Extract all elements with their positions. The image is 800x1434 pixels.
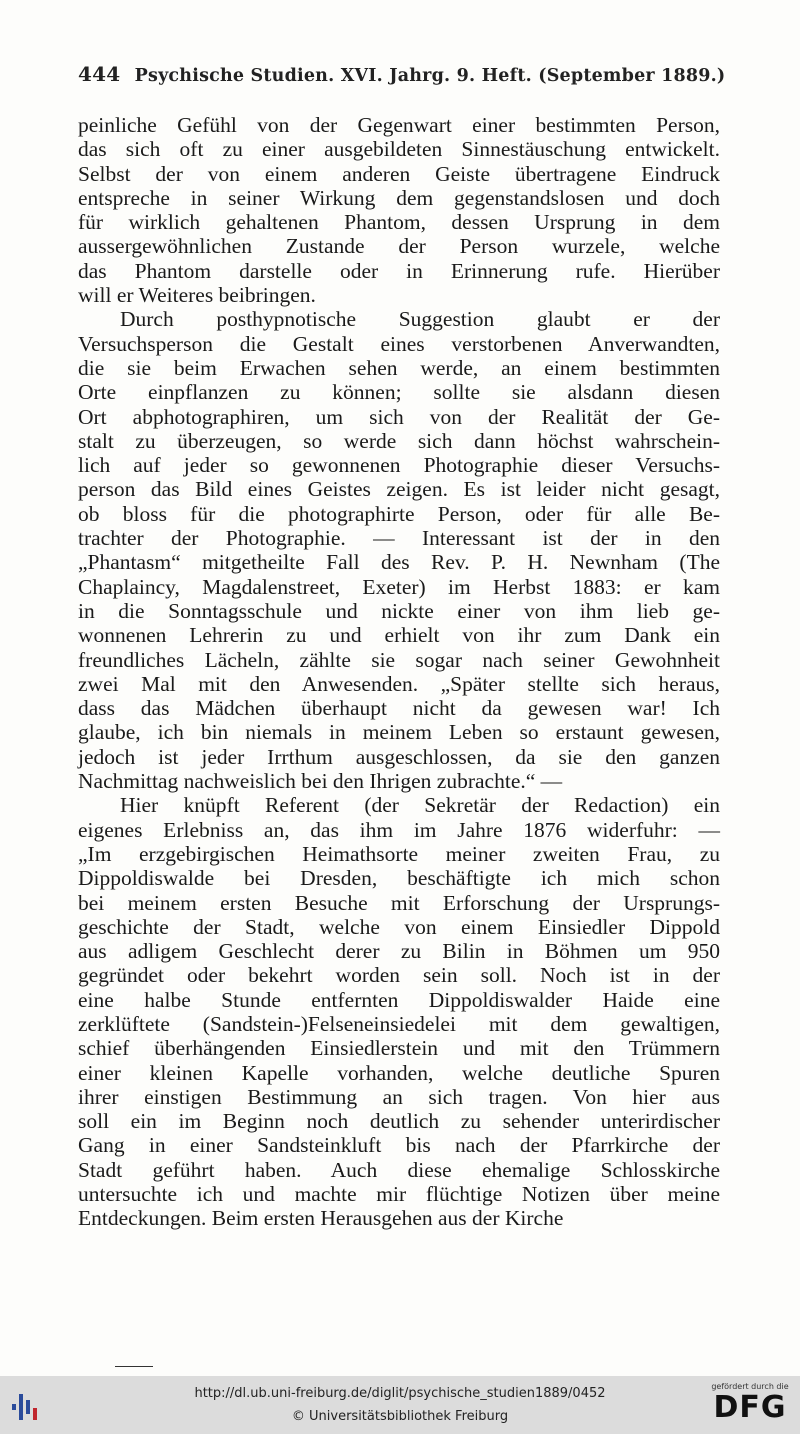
dfg-logo xyxy=(708,1382,792,1430)
text-line: eigenes Erlebniss an, das ihm im Jahre 1876 widerfuhr: — xyxy=(78,817,720,842)
copyright-text: © Universitätsbibliothek Freiburg xyxy=(291,1409,509,1424)
text-line: wonnenen Lehrerin zu und erhielt von ihr zum Dank ein xyxy=(78,623,720,648)
text-line: Stadt geführt haben. Auch diese ehemalige Schlosskirche xyxy=(78,1157,720,1182)
text-line: „Phantasm“ mitgetheilte Fall des Rev. P. H. Newnham (The xyxy=(78,550,720,575)
text-line: für wirklich gehaltenen Phantom, dessen Ursprung in dem xyxy=(78,210,720,235)
text-line: das sich oft zu einer ausgebildeten Sinnestäuschung entwickelt. xyxy=(78,137,720,162)
text-line: ihrer einstigen Bestimmung an sich tragen. Von hier aus xyxy=(78,1084,720,1109)
text-line: zerklüftete (Sandstein-)Felseneinsiedelei mit dem gewaltigen, xyxy=(78,1011,720,1036)
text-line: peinliche Gefühl von der Gegenwart einer bestimmten Person, xyxy=(78,113,720,137)
text-line: die sie beim Erwachen sehen werde, an einem bestimmten xyxy=(78,355,720,380)
text-line: eine halbe Stunde entfernten Dippoldiswalder Haide eine xyxy=(78,987,720,1012)
text-line: dass das Mädchen überhaupt nicht da gewesen war! Ich xyxy=(78,696,720,721)
text-line: Orte einpflanzen zu können; sollte sie alsdann diesen xyxy=(78,380,720,405)
text-line: glaube, ich bin niemals in meinem Leben so erstaunt gewesen, xyxy=(78,720,720,745)
text-line: trachter der Photographie. — Interessant ist der in den xyxy=(78,526,720,551)
text-line: Durch posthypnotische Suggestion glaubt er der xyxy=(120,307,720,332)
page-number: 444 xyxy=(78,62,121,86)
dfg-caption: gefördert durch die xyxy=(711,1382,789,1391)
text-line: in die Sonntagsschule und nickte einer von ihm lieb ge- xyxy=(78,598,720,623)
text-line: das Phantom darstelle oder in Erinnerung rufe. Hierüber xyxy=(78,258,720,283)
text-line: „Im erzgebirgischen Heimathsorte meiner zweiten Frau, zu xyxy=(78,841,720,866)
text-line: untersuchte ich und machte mir flüchtige Notizen über meine xyxy=(78,1182,720,1207)
text-line: aus adligem Geschlecht derer zu Bilin in Böhmen um 950 xyxy=(78,939,720,964)
text-line: person das Bild eines Geistes zeigen. Es ist leider nicht gesagt, xyxy=(78,477,720,502)
text-line: jedoch ist jeder Irrthum ausgeschlossen, da sie den ganzen xyxy=(78,744,720,769)
text-line: aussergewöhnlichen Zustande der Person wurzele, welche xyxy=(78,234,720,259)
text-line: freundliches Lächeln, zählte sie sogar nach seiner Gewohnheit xyxy=(78,647,720,672)
text-line: einer kleinen Kapelle vorhanden, welche deutliche Spuren xyxy=(78,1060,720,1085)
text-line: Dippoldiswalde bei Dresden, beschäftigte ich mich schon xyxy=(78,866,720,891)
text-line: schief überhängenden Einsiedlerstein und mit den Trümmern xyxy=(78,1036,720,1061)
text-line: will er Weiteres beibringen. xyxy=(78,283,316,308)
text-line: Nachmittag nachweislich bei den Ihrigen zubrachte.“ — xyxy=(78,769,563,794)
text-line: stalt zu überzeugen, so werde sich dann höchst wahrschein- xyxy=(78,428,720,453)
text-line: Hier knüpft Referent (der Sekretär der Redaction) ein xyxy=(120,793,720,818)
text-line: ob bloss für die photographirte Person, oder für alle Be- xyxy=(78,501,720,526)
body-text xyxy=(78,113,720,1231)
text-line: zwei Mal mit den Anwesenden. „Später stellte sich heraus, xyxy=(78,671,720,696)
text-line: Selbst der von einem anderen Geiste übertragene Eindruck xyxy=(78,161,720,186)
text-line: bei meinem ersten Besuche mit Erforschung der Ursprungs- xyxy=(78,890,720,915)
text-line: gegründet oder bekehrt worden sein soll. Noch ist in der xyxy=(78,963,720,988)
text-line: soll ein im Beginn noch deutlich zu sehender unterirdischer xyxy=(78,1109,720,1134)
text-line: geschichte der Stadt, welche von einem Einsiedler Dippold xyxy=(78,914,720,939)
dfg-wordmark: DFG xyxy=(713,1390,787,1425)
footnote-rule xyxy=(115,1366,153,1367)
text-line: Ort abphotographiren, um sich von der Realität der Ge- xyxy=(78,404,720,429)
source-url-link[interactable]: http://dl.ub.uni-freiburg.de/diglit/psychische_studien1889/0452 xyxy=(194,1386,606,1401)
text-line: entspreche in seiner Wirkung dem gegenstandslosen und doch xyxy=(78,185,720,210)
text-line: Versuchsperson die Gestalt eines verstorbenen Anverwandten, xyxy=(78,331,720,356)
text-line: Chaplaincy, Magdalenstreet, Exeter) im Herbst 1883: er kam xyxy=(78,574,720,599)
footer-bar xyxy=(0,1376,800,1434)
running-header xyxy=(78,62,726,86)
text-line: Entdeckungen. Beim ersten Herausgehen aus der Kirche xyxy=(78,1206,564,1231)
running-title: Psychische Studien. XVI. Jahrg. 9. Heft. (September 1889.) xyxy=(134,66,726,86)
text-line: Gang in einer Sandsteinkluft bis nach der Pfarrkirche der xyxy=(78,1133,720,1158)
text-line: lich auf jeder so gewonnenen Photographie dieser Versuchs- xyxy=(78,453,720,478)
